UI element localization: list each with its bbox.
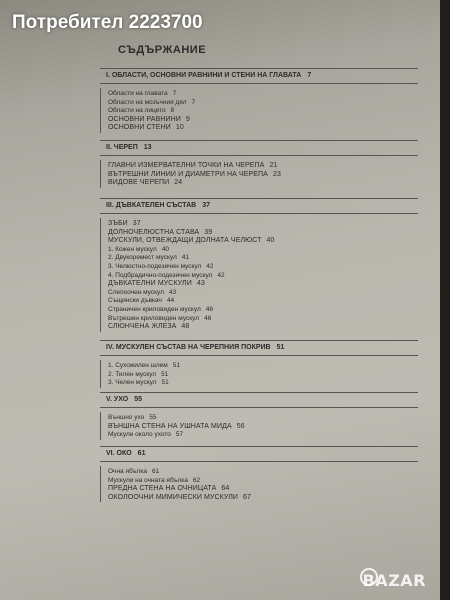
- contents-title: СЪДЪРЖАНИЕ: [118, 44, 207, 56]
- toc-entry: [108, 263, 214, 271]
- section-page-number: 51: [276, 344, 285, 351]
- toc-entry-page: 39: [204, 228, 213, 236]
- toc-entry-group: [100, 88, 101, 133]
- toc-entry-page: 23: [272, 170, 281, 178]
- section-heading-text: II. ЧЕРЕП: [106, 144, 138, 151]
- toc-entry-page: 56: [236, 422, 245, 430]
- toc-entry-page: 57: [175, 431, 184, 439]
- toc-entry-page: 51: [161, 370, 169, 378]
- toc-entry-text: Външно ухо: [108, 414, 145, 421]
- toc-entry-text: Мускули около ухото: [108, 431, 171, 439]
- toc-entry-text: ВИДОВЕ ЧЕРЕПИ: [108, 179, 170, 187]
- section-heading-text: IV. МУСКУЛЕН СЪСТАВ НА ЧЕРЕПНИЯ ПОКРИВ: [106, 344, 271, 351]
- toc-entry-page: 51: [161, 379, 169, 387]
- toc-entry: [108, 323, 189, 331]
- toc-entry: [108, 280, 205, 288]
- toc-entry-page: 43: [196, 280, 205, 288]
- toc-entry-text: ОСНОВНИ РАВНИНИ: [108, 115, 181, 123]
- section-heading: [100, 198, 418, 214]
- toc-entry-page: 43: [168, 288, 177, 296]
- watermark-username: Потребител 2223700: [12, 12, 203, 33]
- toc-entry: [108, 494, 251, 502]
- toc-entry-page: 62: [192, 476, 201, 484]
- toc-entry: [108, 477, 200, 485]
- book-spine: [440, 0, 450, 600]
- toc-entry: [108, 315, 211, 323]
- section-heading-text: VI. ОКО: [106, 450, 132, 457]
- toc-entry: [108, 431, 183, 439]
- toc-entry-text: ЗЪБИ: [108, 220, 128, 227]
- toc-entry-page: 67: [243, 493, 252, 501]
- toc-entry-group: [100, 466, 101, 502]
- section-heading-text: I. ОБЛАСТИ, ОСНОВНИ РАВНИНИ И СТЕНИ НА ГЛАВАТА: [106, 72, 302, 79]
- toc-entry-text: ВЪТРЕШНИ ЛИНИИ И ДИАМЕТРИ НА ЧЕРЕПА: [108, 170, 268, 178]
- toc-entry-text: Области на лицето: [108, 107, 166, 115]
- toc-entry: [108, 237, 275, 245]
- toc-entry: [108, 362, 180, 370]
- bazar-logo: BAZAR: [362, 571, 426, 590]
- section-page-number: 61: [137, 450, 146, 457]
- toc-entry-text: ВЪНШНА СТЕНА НА УШНАТА МИДА: [108, 422, 232, 430]
- toc-entry: [108, 306, 213, 314]
- toc-entry-page: 61: [151, 468, 160, 475]
- toc-entry: [108, 254, 189, 262]
- section-heading: [100, 446, 418, 462]
- toc-entry-group: [100, 412, 101, 440]
- toc-entry: [108, 414, 157, 422]
- section-heading: [100, 140, 418, 156]
- toc-entry-page: 41: [181, 254, 190, 262]
- toc-entry-page: 40: [161, 245, 169, 253]
- toc-entry-text: Страничен криловиден мускул: [108, 306, 201, 313]
- toc-entry-page: 7: [191, 98, 196, 106]
- toc-entry-text: ГЛАВНИ ИЗМЕРВАТЕЛНИ ТОЧКИ НА ЧЕРЕПА: [108, 162, 265, 169]
- toc-entry: [108, 371, 168, 379]
- toc-entry-page: 46: [204, 314, 212, 322]
- toc-entry-page: 7: [172, 90, 177, 97]
- toc-entry: [108, 272, 225, 280]
- toc-entry: [108, 297, 174, 305]
- toc-entry-page: 42: [217, 271, 225, 279]
- toc-entry: [108, 162, 277, 170]
- toc-entry: [108, 124, 184, 132]
- toc-entry: [108, 423, 245, 431]
- toc-entry-text: ОСНОВНИ СТЕНИ: [108, 124, 171, 132]
- toc-entry-page: 55: [149, 414, 157, 421]
- section-heading: [100, 392, 418, 408]
- toc-entry-text: ПРЕДНА СТЕНА НА ОЧНИЦАТА: [108, 485, 217, 493]
- section-page-number: 55: [134, 396, 142, 403]
- toc-entry-page: 51: [172, 362, 180, 369]
- toc-entry-text: СЛЮНЧЕНА ЖЛЕЗА: [108, 323, 177, 331]
- toc-entry-page: 10: [175, 124, 184, 132]
- toc-entry-text: 3. Челен мускул: [108, 379, 157, 387]
- toc-entry-page: 48: [181, 323, 190, 331]
- toc-entry-page: 37: [132, 220, 141, 227]
- toc-entry-text: 2. Тилен мускул: [108, 370, 157, 378]
- toc-entry-text: Вътрешен криловиден мускул: [108, 314, 200, 322]
- toc-entry-text: 1. Сухожилен шлем: [108, 362, 168, 369]
- toc-entry-page: 24: [174, 179, 183, 187]
- section-heading: [100, 340, 418, 356]
- toc-entry: [108, 246, 169, 254]
- toc-entry: [108, 379, 169, 387]
- toc-entry: [108, 116, 190, 124]
- toc-entry-group: [100, 218, 101, 332]
- section-page-number: 37: [202, 202, 211, 209]
- toc-entry-page: 21: [269, 162, 278, 169]
- toc-entry: [108, 468, 159, 476]
- toc-entry-page: 46: [205, 306, 213, 313]
- toc-entry-text: Очна ябълка: [108, 468, 147, 475]
- toc-entry: [108, 179, 182, 187]
- toc-entry-text: ОКОЛООЧНИ МИМИЧЕСКИ МУСКУЛИ: [108, 493, 239, 501]
- toc-entry: [108, 90, 176, 98]
- toc-entry: [108, 220, 141, 228]
- toc-entry-text: Слепоочен мускул: [108, 288, 164, 296]
- toc-entry: [108, 485, 229, 493]
- toc-entry-text: 4. Подбрадично-подезичен мускул: [108, 271, 213, 279]
- section-page-number: 13: [143, 144, 152, 151]
- toc-entry-text: 3. Челюстно-подезичен мускул: [108, 263, 202, 270]
- toc-entry-text: 2. Двукоремест мускул: [108, 254, 177, 262]
- toc-entry-text: ДОЛНОЧЕЛЮСТНА СТАВА: [108, 228, 200, 236]
- toc-entry-text: МУСКУЛИ, ОТВЕЖДАЩИ ДОЛНАТА ЧЕЛЮСТ: [108, 237, 262, 245]
- section-page-number: 7: [307, 72, 312, 79]
- toc-entry-text: Същински дъвкач: [108, 297, 162, 305]
- toc-entry-group: [100, 160, 101, 188]
- toc-entry-text: 1. Кожен мускул: [108, 245, 157, 253]
- section-heading-text: V. УХО: [106, 396, 129, 403]
- toc-entry-page: 9: [185, 115, 190, 123]
- toc-entry: [108, 171, 281, 179]
- section-heading-text: III. ДЪВКАТЕЛЕН СЪСТАВ: [106, 202, 197, 209]
- toc-entry: [108, 99, 195, 107]
- toc-entry-text: Мускули на очната ябълка: [108, 476, 188, 484]
- toc-entry-page: 8: [170, 107, 175, 115]
- toc-entry-page: 64: [221, 485, 230, 493]
- toc-entry-text: Области на мозъчния дял: [108, 98, 187, 106]
- toc-entry: [108, 289, 176, 297]
- toc-entry-text: ДЪВКАТЕЛНИ МУСКУЛИ: [108, 280, 192, 288]
- toc-entry-page: 44: [166, 297, 175, 305]
- toc-entry-text: Области на главата: [108, 90, 168, 97]
- toc-entry-group: [100, 360, 101, 388]
- section-heading: [100, 68, 418, 84]
- toc-entry-page: 40: [266, 237, 275, 245]
- toc-entry: [108, 107, 174, 115]
- toc-entry: [108, 229, 212, 237]
- toc-entry-page: 42: [206, 263, 214, 270]
